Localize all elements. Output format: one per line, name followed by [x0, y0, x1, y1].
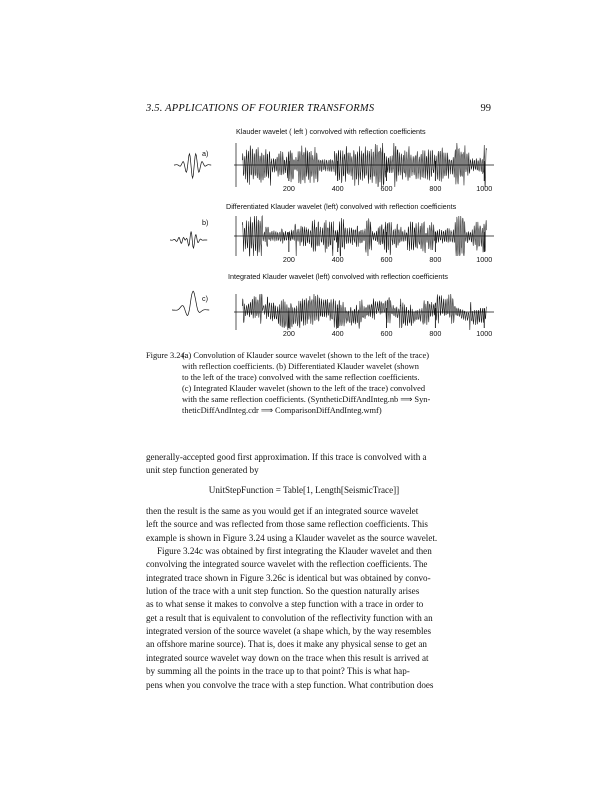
- caption-line: theticDiffAndInteg.cdr ⟹ ComparisonDiffAndInteg.wmf): [182, 406, 382, 416]
- body-line: integrated source wavelet way down on the trace when this result is arrived at: [146, 652, 429, 663]
- page-number: 99: [480, 103, 491, 114]
- body-line: example is shown in Figure 3.24 using a Klauder wavelet as the source wavelet.: [146, 532, 438, 543]
- panel-b-plot: [148, 202, 500, 272]
- tick-label: 400: [331, 329, 344, 338]
- panel-a-source-wavelet: [174, 154, 211, 178]
- running-header: [146, 103, 491, 117]
- body-line: integrated trace shown in Figure 3.26c is identical but was obtained by convo-: [146, 572, 431, 583]
- body-line: an offshore marine source). That is, does it make any physical sense to get an: [146, 639, 427, 650]
- tick-label: 200: [282, 184, 295, 193]
- wavelet-line: [174, 154, 211, 178]
- tick-label: 400: [331, 255, 344, 264]
- body-line: then the result is the same as you would get if an integrated source wavelet: [146, 506, 419, 517]
- section-title: 3.5. APPLICATIONS OF FOURIER TRANSFORMS: [146, 103, 375, 114]
- panel-c-plot: [148, 272, 500, 344]
- body-line: generally-accepted good first approximation. If this trace is convolved with a: [146, 452, 427, 462]
- tick-label: 800: [429, 255, 442, 264]
- tick-label: 200: [282, 329, 295, 338]
- figure-panel-c: [148, 272, 500, 342]
- tick-label: 600: [380, 329, 393, 338]
- tick-label: 400: [331, 184, 344, 193]
- body-line: get a result that is equivalent to convolution of the reflectivity function with an: [146, 612, 433, 623]
- body-line: convolving the integrated source wavelet with the reflection coefficients. The: [146, 559, 428, 570]
- caption-text: [182, 350, 494, 417]
- body-line: left the source and was reflected from those same reflection coefficients. This: [146, 519, 428, 530]
- body-line: by summing all the points in the trace up to that point? This is what hap-: [146, 666, 410, 677]
- panel-c-source-wavelet: [172, 291, 209, 315]
- caption-line: to the left of the trace) convolved with the same reflection coefficients.: [182, 373, 420, 383]
- figure-panel-b: [148, 202, 500, 270]
- body-line: unit step function generated by: [146, 465, 259, 476]
- tick-label: 1000: [476, 255, 493, 264]
- wavelet-line: [172, 291, 209, 315]
- body-line: Figure 3.24c was obtained by first integrating the Klauder wavelet and then: [157, 546, 432, 557]
- body-text: [146, 451, 492, 692]
- panel-b-label: b): [202, 218, 209, 227]
- caption-line: with reflection coefficients. (b) Differentiated Klauder wavelet (shown: [182, 362, 419, 372]
- caption-label: Figure 3.24:: [146, 351, 187, 360]
- panel-b-title: Differentiated Klauder wavelet (left) convolved with reflection coefficients: [226, 202, 457, 211]
- tick-label: 1000: [476, 329, 493, 338]
- caption-line: (a) Convolution of Klauder source wavelet (shown to the left of the trace): [182, 351, 429, 360]
- panel-a-plot: [148, 127, 500, 197]
- panel-c-title: Integrated Klauder wavelet (left) convolved with reflection coefficients: [228, 272, 449, 281]
- wavelet-line: [170, 231, 207, 248]
- caption-line: (c) Integrated Klauder wavelet (shown to the left of the trace) convolved: [182, 384, 426, 394]
- body-line: pens when you convolve the trace with a step function. What contribution does: [146, 679, 434, 690]
- body-line: lution of the trace with a unit step function. So the question naturally arises: [146, 586, 420, 597]
- caption-line: with the same reflection coefficients. (SyntheticDiffAndInteg.nb ⟹ Syn-: [182, 395, 431, 405]
- figure-panel-a: [148, 127, 500, 195]
- tick-label: 800: [429, 184, 442, 193]
- tick-label: 1000: [476, 184, 493, 193]
- tick-label: 600: [380, 255, 393, 264]
- panel-b-source-wavelet: [170, 231, 207, 248]
- tick-label: 200: [282, 255, 295, 264]
- equation: UnitStepFunction = Table[1, Length[SeismicTrace]]: [208, 484, 400, 495]
- panel-a-title: Klauder wavelet ( left ) convolved with reflection coefficients: [236, 127, 426, 136]
- tick-label: 600: [380, 184, 393, 193]
- panel-a-label: a): [202, 149, 209, 158]
- body-line: integrated version of the source wavelet (a shape which, by the way resembles: [146, 626, 432, 637]
- body-line: as to what sense it makes to convolve a step function with a trace in order to: [146, 599, 424, 610]
- panel-c-label: c): [202, 294, 208, 303]
- tick-label: 800: [429, 329, 442, 338]
